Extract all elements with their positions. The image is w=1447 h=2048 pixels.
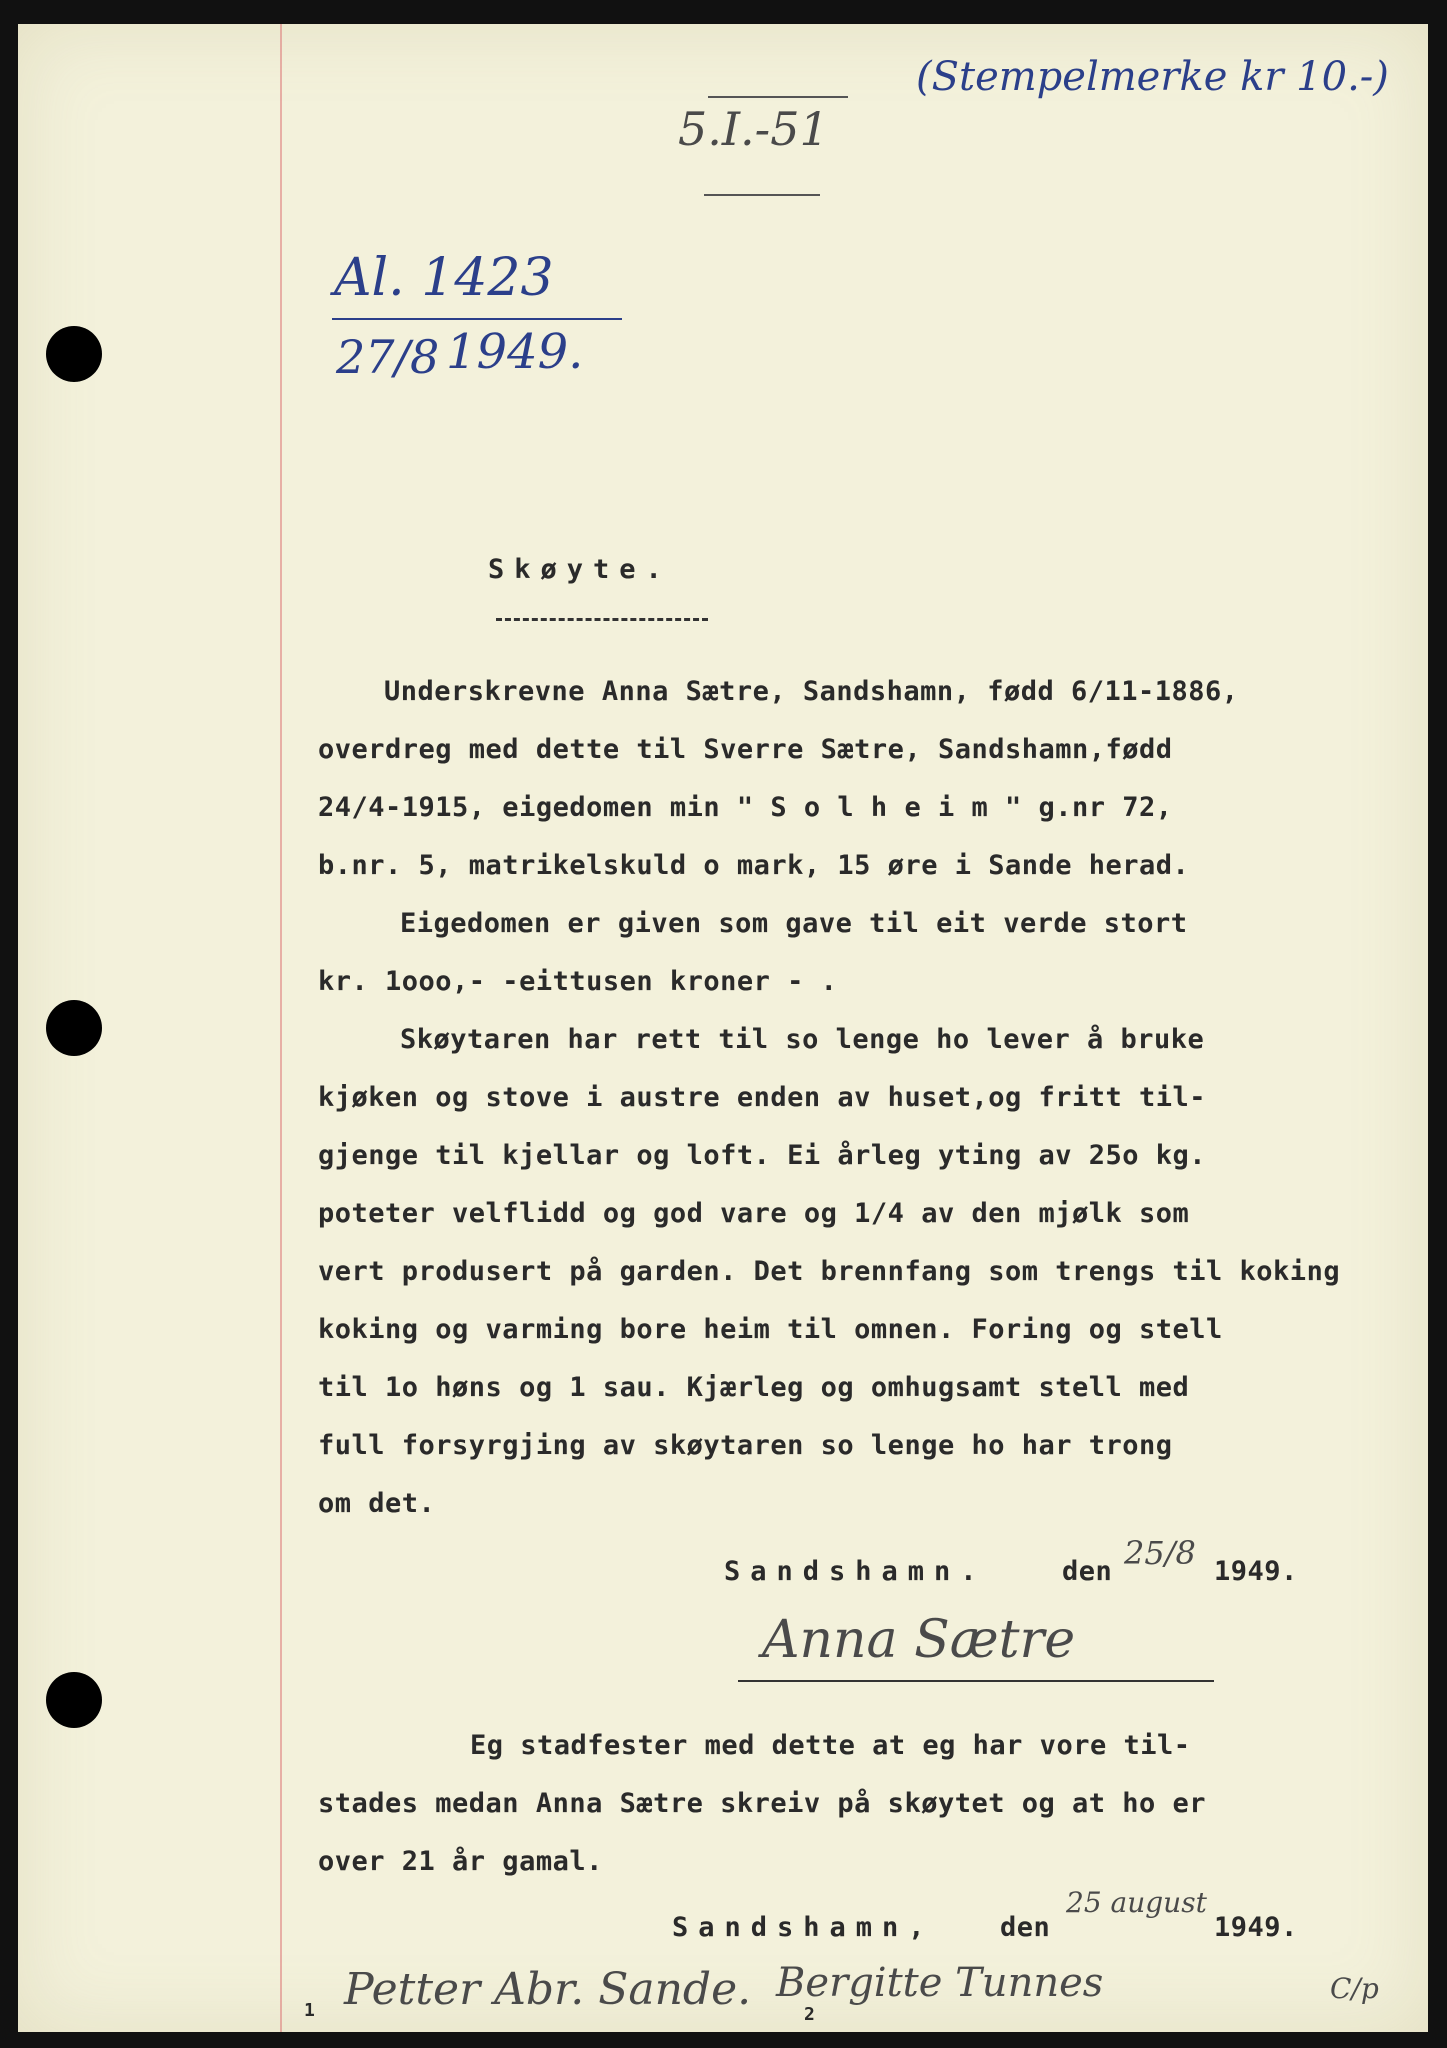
file-code-rule bbox=[708, 96, 848, 98]
punch-hole bbox=[46, 1000, 102, 1056]
file-code-rule bbox=[704, 194, 820, 196]
witness-number: 1 bbox=[304, 2000, 316, 2021]
punch-hole bbox=[46, 326, 102, 382]
witness-number: 2 bbox=[804, 2004, 816, 2025]
body-line: kjøken og stove i austre enden av huset,og fritt til- bbox=[318, 1082, 1207, 1113]
witness-line: over 21 år gamal. bbox=[318, 1846, 603, 1877]
document-page bbox=[18, 24, 1428, 2032]
registration-rule bbox=[332, 318, 622, 320]
signature-line bbox=[738, 1680, 1214, 1682]
place-2: Sandshamn, bbox=[672, 1912, 935, 1943]
corner-mark: C/p bbox=[1330, 1972, 1379, 2005]
body-line: gjenge til kjellar og loft. Ei årleg yting av 25o kg. bbox=[318, 1140, 1207, 1171]
body-line: koking og varming bore heim til omnen. Foring og stell bbox=[318, 1314, 1223, 1345]
den-1: den bbox=[1062, 1556, 1113, 1587]
body-line: til 1o høns og 1 sau. Kjærleg og omhugsamt stell med bbox=[318, 1372, 1190, 1403]
title-underline bbox=[496, 618, 708, 621]
body-line: full forsyrgjing av skøytaren so lenge ho har trong bbox=[318, 1430, 1173, 1461]
body-line: b.nr. 5, matrikelskuld o mark, 15 øre i Sande herad. bbox=[318, 850, 1190, 881]
body-line: 24/4-1915, eigedomen min " S o l h e i m " g.nr 72, bbox=[318, 792, 1173, 823]
registration-ref: Al. 1423 bbox=[334, 248, 554, 308]
witness-signature: Petter Abr. Sande. bbox=[344, 1964, 752, 2015]
den-2: den bbox=[1000, 1912, 1051, 1943]
document-title: Skøyte. bbox=[488, 554, 672, 585]
body-line: Underskrevne Anna Sætre, Sandshamn, fødd 6/11-1886, bbox=[384, 676, 1239, 707]
file-code: 5.I.-51 bbox=[678, 102, 829, 156]
witness-signature: Bergitte Tunnes bbox=[776, 1960, 1104, 2006]
year-1: 1949. bbox=[1214, 1556, 1298, 1587]
body-line: kr. 1ooo,- -eittusen kroner - . bbox=[318, 966, 838, 997]
registration-year: 1949. bbox=[446, 324, 584, 380]
date-1: 25/8 bbox=[1124, 1534, 1196, 1572]
body-line: poteter velflidd og god vare og 1/4 av den mjølk som bbox=[318, 1198, 1190, 1229]
body-line: om det. bbox=[318, 1488, 436, 1519]
stamp-note: (Stempelmerke kr 10.-) bbox=[916, 54, 1389, 100]
signature-anna: Anna Sætre bbox=[762, 1610, 1076, 1670]
registration-date: 27/8 bbox=[336, 330, 440, 384]
body-line: vert produsert på garden. Det brennfang som trengs til koking bbox=[318, 1256, 1341, 1287]
place-1: Sandshamn. bbox=[724, 1556, 987, 1587]
year-2: 1949. bbox=[1214, 1912, 1298, 1943]
date-2: 25 august bbox=[1066, 1886, 1207, 1919]
body-line: Eigedomen er given som gave til eit verde stort bbox=[400, 908, 1188, 939]
margin-rule bbox=[280, 24, 282, 2032]
body-line: overdreg med dette til Sverre Sætre, Sandshamn,fødd bbox=[318, 734, 1173, 765]
witness-line: stades medan Anna Sætre skreiv på skøytet og at ho er bbox=[318, 1788, 1207, 1819]
punch-hole bbox=[46, 1672, 102, 1728]
body-line: Skøytaren har rett til so lenge ho lever å bruke bbox=[400, 1024, 1205, 1055]
witness-line: Eg stadfester med dette at eg har vore til- bbox=[470, 1730, 1191, 1761]
